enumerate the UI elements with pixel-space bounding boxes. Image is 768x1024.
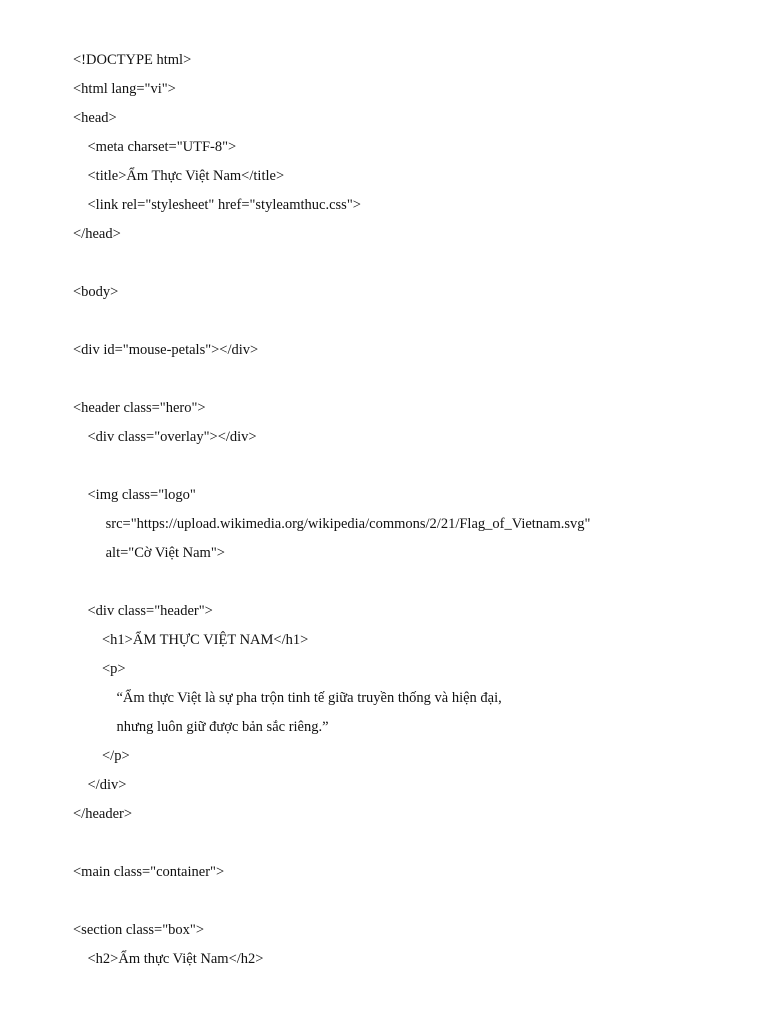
- code-line: <p>: [73, 661, 126, 677]
- code-line: <head>: [73, 110, 117, 126]
- code-line: </header>: [73, 806, 133, 822]
- code-line: <link rel="stylesheet" href="styleamthuc.css">: [73, 197, 361, 213]
- code-line: <h2>Ẩm thực Việt Nam</h2>: [73, 951, 264, 967]
- code-line: <meta charset="UTF-8">: [73, 139, 237, 155]
- code-line: <main class="container">: [73, 864, 225, 880]
- code-line: nhưng luôn giữ được bản sắc riêng.”: [73, 719, 329, 735]
- code-line: <img class="logo": [73, 487, 196, 503]
- code-line: <h1>ẨM THỰC VIỆT NAM</h1>: [73, 632, 309, 648]
- code-line: <body>: [73, 284, 119, 300]
- code-line: <title>Ẩm Thực Việt Nam</title>: [73, 168, 285, 184]
- code-line: </p>: [73, 748, 130, 764]
- code-line: <header class="hero">: [73, 400, 206, 416]
- code-line: <div class="overlay"></div>: [73, 429, 257, 445]
- code-line: <div id="mouse-petals"></div>: [73, 342, 259, 358]
- code-line: </head>: [73, 226, 121, 242]
- code-line: <div class="header">: [73, 603, 213, 619]
- code-line: </div>: [73, 777, 127, 793]
- code-line: <html lang="vi">: [73, 81, 176, 97]
- code-line: <section class="box">: [73, 922, 205, 938]
- code-line: alt="Cờ Việt Nam">: [73, 545, 225, 561]
- code-line: src="https://upload.wikimedia.org/wikipedia/commons/2/21/Flag_of_Vietnam.svg": [73, 516, 591, 532]
- code-line: “Ẩm thực Việt là sự pha trộn tinh tế giữa truyền thống và hiện đại,: [73, 690, 502, 706]
- code-line: <!DOCTYPE html>: [73, 52, 192, 68]
